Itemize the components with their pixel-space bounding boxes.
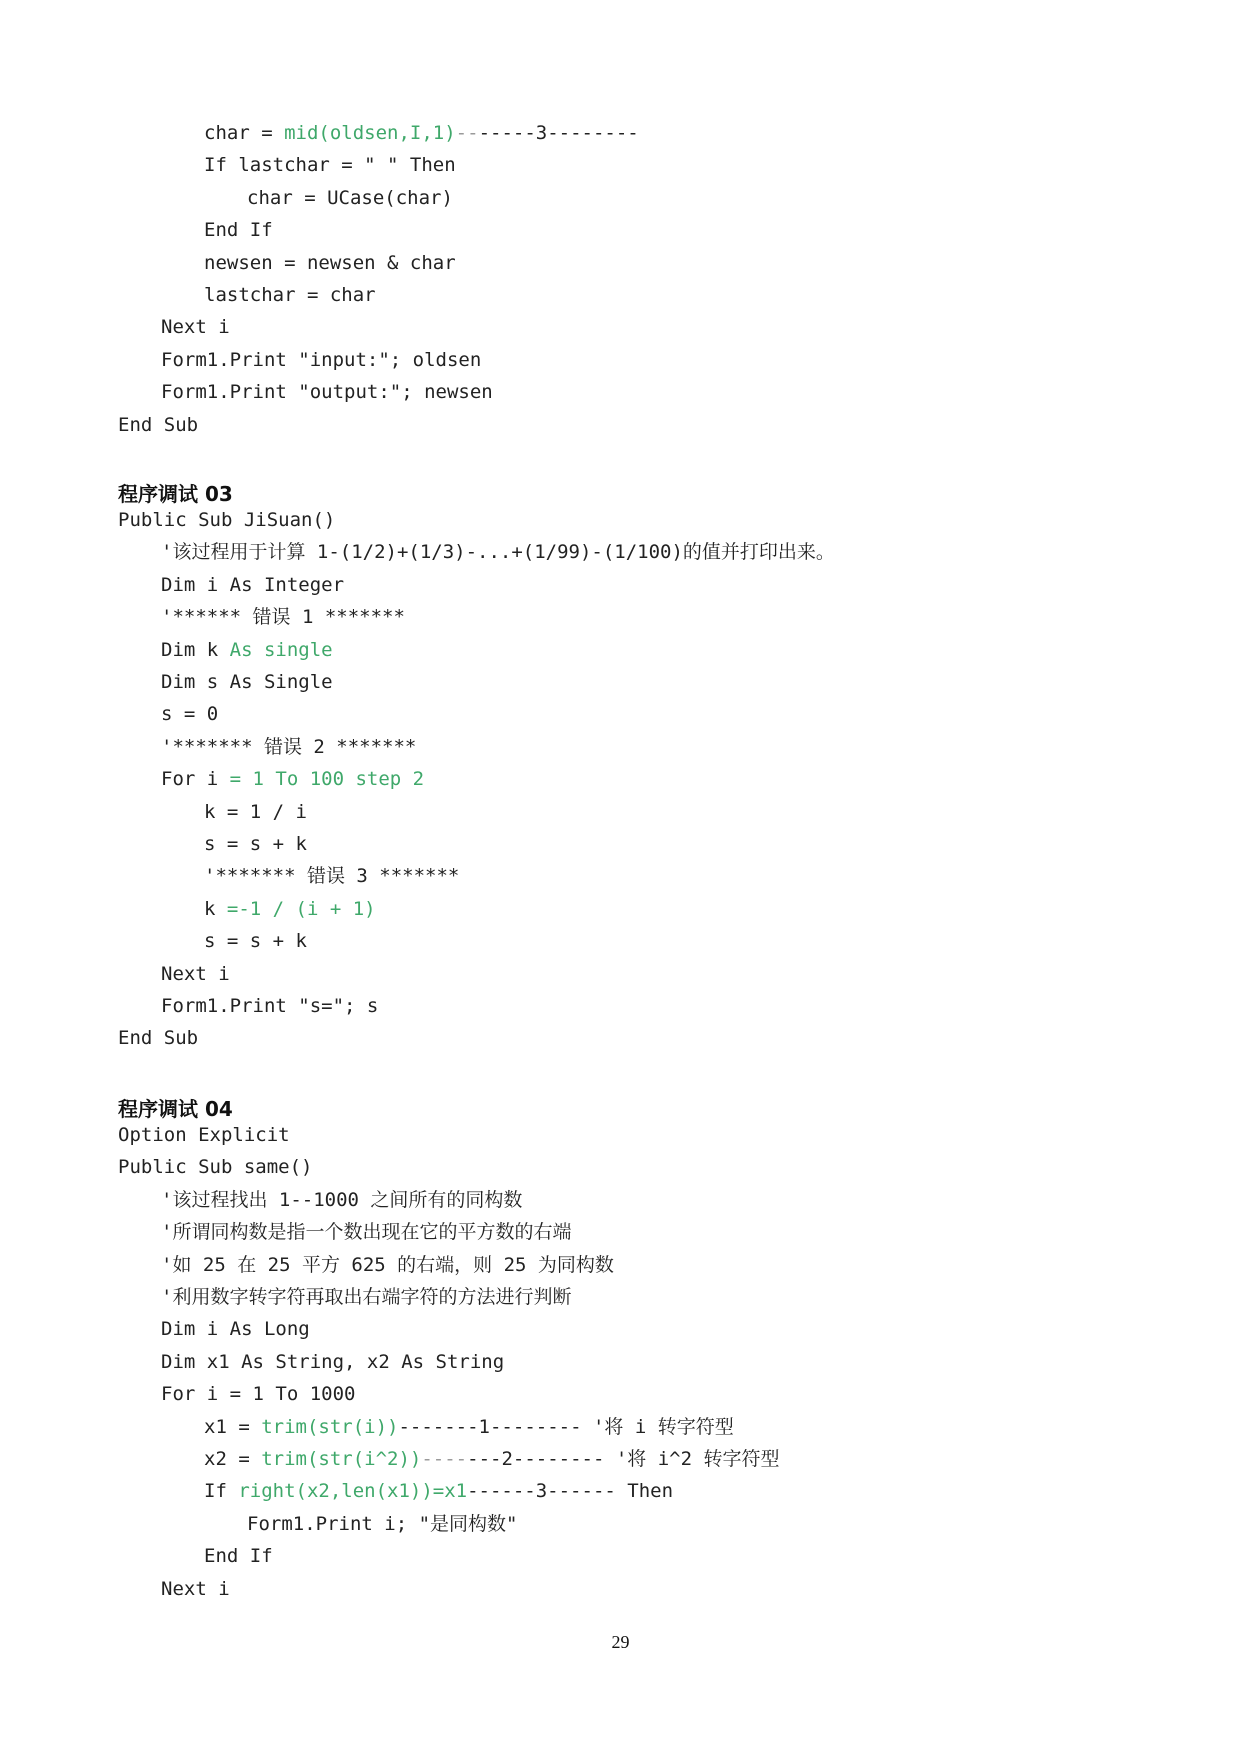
code-text: Form1.Print "output:"; newsen <box>161 381 493 404</box>
code-line <box>161 698 218 730</box>
code-line <box>161 1249 614 1281</box>
code-text: ------3------ Then <box>467 1480 674 1503</box>
code-text: x1 = <box>204 1415 262 1438</box>
code-text: Next i <box>161 962 230 985</box>
code-line <box>161 1346 504 1378</box>
code-line <box>204 1475 673 1507</box>
code-text: End If <box>204 1545 273 1568</box>
code-text: If <box>204 1480 239 1503</box>
code-line <box>204 1411 734 1443</box>
code-line <box>118 1119 290 1151</box>
code-line <box>204 1540 273 1572</box>
code-text: k <box>204 897 227 920</box>
code-line <box>161 1184 522 1216</box>
code-line <box>247 1508 517 1540</box>
code-line <box>247 182 453 214</box>
filled-answer: =-1 / (i + 1) <box>226 897 376 920</box>
code-line <box>161 1216 571 1248</box>
code-line <box>161 1378 355 1410</box>
code-text: char = UCase(char) <box>247 186 453 209</box>
code-text: '该过程找出 1--1000 之间所有的同构数 <box>161 1188 523 1211</box>
filled-answer: right(x2,len(x1))=x1 <box>238 1480 468 1503</box>
code-text: If lastchar = " " Then <box>204 154 456 177</box>
code-text: s = 0 <box>161 703 219 726</box>
code-text: k = 1 / i <box>204 800 307 823</box>
filled-answer: trim(str(i^2)) <box>261 1448 422 1470</box>
code-line <box>161 344 481 376</box>
code-line <box>161 666 333 698</box>
code-text: End Sub <box>118 1027 199 1050</box>
code-line <box>204 925 307 957</box>
code-text: End Sub <box>118 413 199 436</box>
code-text: '如 25 在 25 平方 625 的右端，则 25 为同构数 <box>161 1253 614 1276</box>
code-text: '利用数字转字符再取出右端字符的方法进行判断 <box>161 1286 572 1308</box>
code-line <box>204 860 459 892</box>
code-line <box>118 504 335 536</box>
code-text: Next i <box>161 316 230 339</box>
filled-answer: = 1 To 100 step 2 <box>229 768 425 791</box>
code-line <box>161 569 344 601</box>
code-line <box>161 1313 310 1345</box>
code-line <box>204 828 307 860</box>
code-line <box>161 1573 230 1605</box>
code-line <box>161 311 230 343</box>
code-text: lastchar = char <box>204 284 376 306</box>
code-line <box>161 763 424 795</box>
code-line <box>204 1443 779 1475</box>
code-text: ---- <box>421 1448 468 1470</box>
page-number: 29 <box>611 1632 630 1652</box>
code-text: Dim k <box>161 638 230 661</box>
code-text: '所谓同构数是指一个数出现在它的平方数的右端 <box>161 1221 572 1244</box>
heading-program-debug-03: 程序调试 03 <box>118 482 233 506</box>
code-text: Dim i As Integer <box>161 573 345 596</box>
code-text: '******* 错误 3 ******* <box>204 865 460 888</box>
code-line <box>161 990 378 1022</box>
code-line <box>204 117 639 149</box>
code-text: Dim i As Long <box>161 1318 310 1341</box>
filled-answer: As single <box>229 638 333 661</box>
code-text: Dim s As Single <box>161 671 333 693</box>
code-text: Next i <box>161 1577 230 1600</box>
code-text: ---2-------- '将 i^2 转字符型 <box>467 1448 780 1470</box>
code-line <box>161 601 405 633</box>
code-line <box>118 1022 198 1054</box>
code-text: s = s + k <box>204 930 307 953</box>
code-line <box>161 958 230 990</box>
code-text: -------1-------- '将 i 转字符型 <box>398 1415 734 1438</box>
code-text: For i <box>161 768 230 791</box>
code-text: Form1.Print "input:"; oldsen <box>161 348 482 371</box>
code-line <box>118 1151 312 1183</box>
code-text: char = <box>204 122 285 144</box>
code-line <box>161 536 835 568</box>
code-line <box>204 796 307 828</box>
code-text: newsen = newsen & char <box>204 251 456 274</box>
code-line <box>118 409 198 441</box>
code-text: Form1.Print i; "是同构数" <box>247 1512 518 1535</box>
code-line <box>161 376 493 408</box>
code-text: s = s + k <box>204 833 307 855</box>
code-line <box>204 247 456 279</box>
code-line <box>204 279 376 311</box>
code-text: Option Explicit <box>118 1124 290 1146</box>
code-text: '****** 错误 1 ******* <box>161 606 405 629</box>
heading-program-debug-04: 程序调试 04 <box>118 1097 233 1121</box>
code-text: Form1.Print "s="; s <box>161 995 379 1017</box>
code-text: End If <box>204 219 273 242</box>
filled-answer: mid(oldsen,I,1) <box>284 122 456 144</box>
filled-answer: trim(str(i)) <box>261 1415 399 1438</box>
code-text: Public Sub same() <box>118 1156 313 1179</box>
code-text: '该过程用于计算 1-(1/2)+(1/3)-...+(1/99)-(1/100)的值并打印出来。 <box>161 541 835 564</box>
code-line <box>204 893 376 925</box>
code-line <box>161 1281 571 1313</box>
code-line <box>204 149 456 181</box>
code-line <box>161 634 333 666</box>
code-text: For i = 1 To 1000 <box>161 1383 356 1406</box>
code-text: Public Sub JiSuan() <box>118 509 336 531</box>
code-text: '******* 错误 2 ******* <box>161 735 417 758</box>
code-text: -- <box>455 122 479 144</box>
code-line <box>161 731 416 763</box>
code-text: Dim x1 As String, x2 As String <box>161 1350 505 1373</box>
code-text: -----3-------- <box>478 122 639 144</box>
code-text: x2 = <box>204 1448 262 1470</box>
code-line <box>204 214 273 246</box>
